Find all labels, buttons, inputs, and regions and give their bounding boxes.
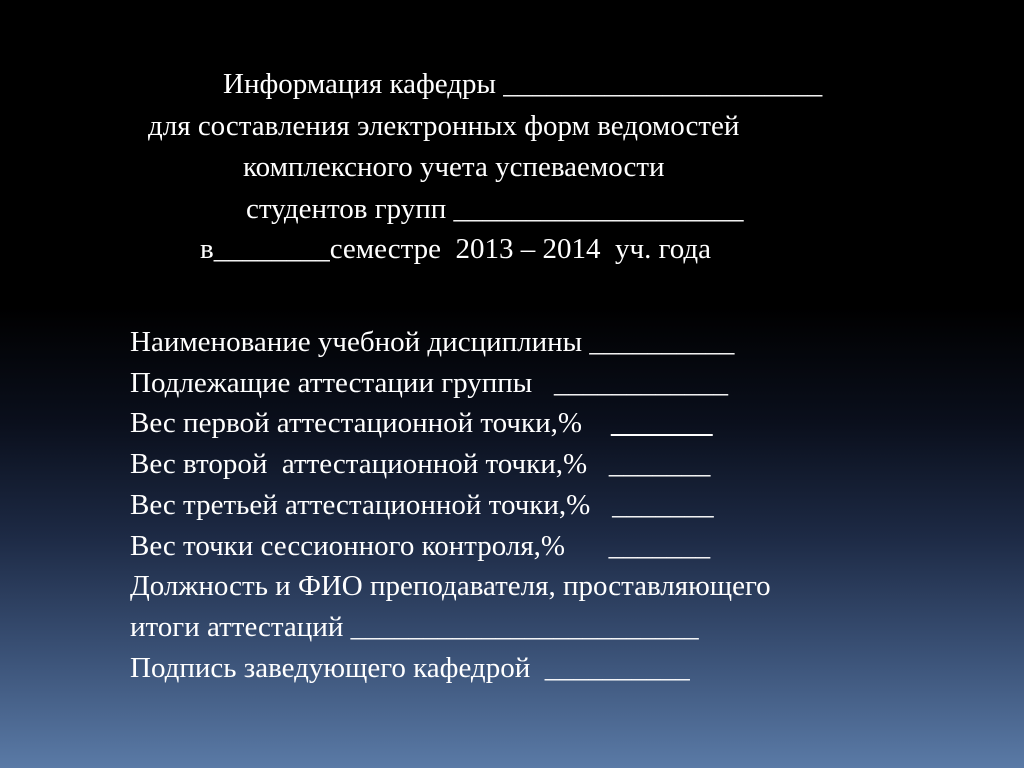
form-discipline-line: Наименование учебной дисциплины __________ bbox=[130, 326, 735, 358]
form-weight-first-label: Вес первой аттестационной точки,% bbox=[130, 407, 612, 439]
form-signature-line: Подпись заведующего кафедрой __________ bbox=[130, 652, 690, 684]
form-weight-first-blank: _______ bbox=[611, 407, 713, 439]
form-weight-second-line: Вес второй аттестационной точки,% _______ bbox=[130, 448, 711, 480]
form-groups-line: Подлежащие аттестации группы ____________ bbox=[130, 367, 729, 399]
header-accounting-line: комплексного учета успеваемости bbox=[243, 151, 665, 183]
form-weight-session-line: Вес точки сессионного контроля,% _______ bbox=[130, 530, 711, 562]
form-weight-third-line: Вес третьей аттестационной точки,% _______ bbox=[130, 489, 714, 521]
header-semester-line: в________семестре 2013 – 2014 уч. года bbox=[200, 233, 712, 265]
header-groups-line: студентов групп ____________________ bbox=[246, 193, 744, 225]
form-teacher-results-line: итоги аттестаций ________________________ bbox=[130, 611, 699, 643]
header-department-line: Информация кафедры ______________________ bbox=[223, 68, 823, 100]
header-purpose-line: для составления электронных форм ведомостей bbox=[148, 110, 740, 142]
form-teacher-line: Должность и ФИО преподавателя, проставляющего bbox=[130, 570, 771, 602]
form-weight-first-line bbox=[130, 409, 713, 438]
